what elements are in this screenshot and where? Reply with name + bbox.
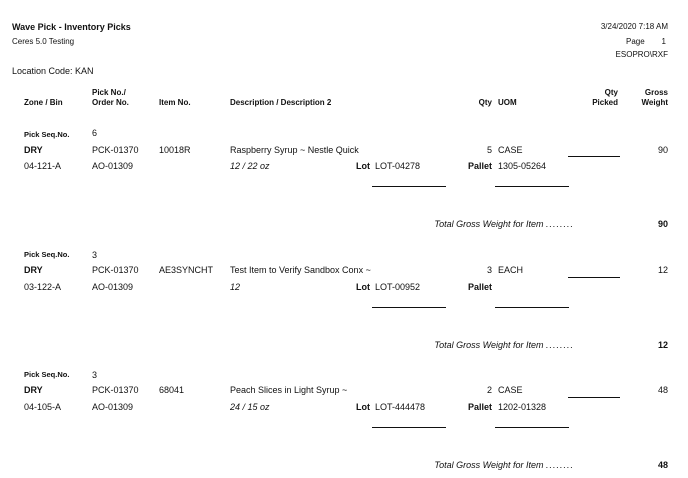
pick-seq-value: 3 [92, 370, 98, 380]
order-no: AO-01309 [92, 161, 134, 171]
lot-label: Lot [356, 282, 370, 292]
page-label: Page [626, 37, 645, 46]
col-qty: Qty [478, 98, 492, 107]
total-weight-label: Total Gross Weight for Item ........ [434, 340, 574, 350]
bin: 03-122-A [24, 282, 62, 292]
qty: 2 [486, 385, 492, 395]
total-weight-value: 48 [657, 460, 668, 470]
pick-no: PCK-01370 [92, 385, 139, 395]
qty: 5 [486, 145, 492, 155]
col-uom: UOM [498, 98, 517, 107]
lot-blank [372, 307, 446, 308]
pick-no: PCK-01370 [92, 145, 139, 155]
gross-weight: 48 [657, 385, 668, 395]
description: Test Item to Verify Sandbox Conx ~ [230, 265, 371, 275]
company-name: Ceres 5.0 Testing [12, 37, 75, 46]
uom: EACH [498, 265, 524, 275]
col-pick-no: Pick No./ [92, 88, 126, 97]
lot-label: Lot [356, 161, 370, 171]
zone: DRY [24, 385, 43, 395]
pick-seq-value: 3 [92, 250, 98, 260]
pallet-blank [495, 307, 569, 308]
lot-number: LOT-444478 [375, 402, 426, 412]
pallet-number: 1305-05264 [498, 161, 547, 171]
gross-weight: 90 [657, 145, 668, 155]
pick-no: PCK-01370 [92, 265, 139, 275]
order-no: AO-01309 [92, 282, 134, 292]
col-order-no: Order No. [92, 98, 129, 107]
bin: 04-121-A [24, 161, 62, 171]
description-2: 24 / 15 oz [230, 402, 270, 412]
pick-seq-value: 6 [92, 128, 98, 138]
lot-label: Lot [356, 402, 370, 412]
total-weight-label: Total Gross Weight for Item ........ [434, 219, 574, 229]
col-gross-l2: Weight [641, 98, 668, 107]
col-qty-picked-l2: Picked [592, 98, 618, 107]
lot-blank [372, 186, 446, 187]
zone: DRY [24, 265, 43, 275]
bin: 04-105-A [24, 402, 62, 412]
pick-seq-label: Pick Seq.No. [24, 130, 70, 139]
zone: DRY [24, 145, 43, 155]
item-no: 10018R [159, 145, 191, 155]
description: Raspberry Syrup ~ Nestle Quick [230, 145, 359, 155]
lot-number: LOT-00952 [375, 282, 421, 292]
pick-seq-label: Pick Seq.No. [24, 370, 70, 379]
report-title: Wave Pick - Inventory Picks [12, 22, 131, 32]
lot-blank [372, 427, 446, 428]
lot-number: LOT-04278 [375, 161, 421, 171]
description-2: 12 [230, 282, 241, 292]
item-no: AE3SYNCHT [159, 265, 214, 275]
location-code: Location Code: KAN [12, 66, 94, 76]
gross-weight: 12 [657, 265, 668, 275]
uom: CASE [498, 145, 523, 155]
total-weight-value: 12 [657, 340, 668, 350]
col-description: Description / Description 2 [230, 98, 332, 107]
description: Peach Slices in Light Syrup ~ [230, 385, 348, 395]
item-no: 68041 [159, 385, 185, 395]
qty-picked-blank [568, 156, 620, 157]
pallet-blank [495, 427, 569, 428]
user-id: ESOPRO\RXF [615, 50, 668, 59]
description-2: 12 / 22 oz [230, 161, 270, 171]
total-weight-label: Total Gross Weight for Item ........ [434, 460, 574, 470]
pallet-label: Pallet [467, 282, 492, 292]
report-datetime: 3/24/2020 7:18 AM [600, 22, 668, 31]
qty-picked-blank [568, 277, 620, 278]
qty: 3 [486, 265, 492, 275]
pallet-number: 1202-01328 [498, 402, 547, 412]
total-weight-value: 90 [657, 219, 668, 229]
order-no: AO-01309 [92, 402, 134, 412]
pallet-blank [495, 186, 569, 187]
uom: CASE [498, 385, 523, 395]
qty-picked-blank [568, 397, 620, 398]
col-gross-l1: Gross [644, 88, 668, 97]
col-item-no: Item No. [159, 98, 191, 107]
pallet-label: Pallet [467, 161, 492, 171]
pallet-label: Pallet [467, 402, 492, 412]
page-number: 1 [661, 37, 666, 46]
col-zone-bin: Zone / Bin [24, 98, 63, 107]
col-qty-picked-l1: Qty [604, 88, 618, 97]
pick-seq-label: Pick Seq.No. [24, 250, 70, 259]
